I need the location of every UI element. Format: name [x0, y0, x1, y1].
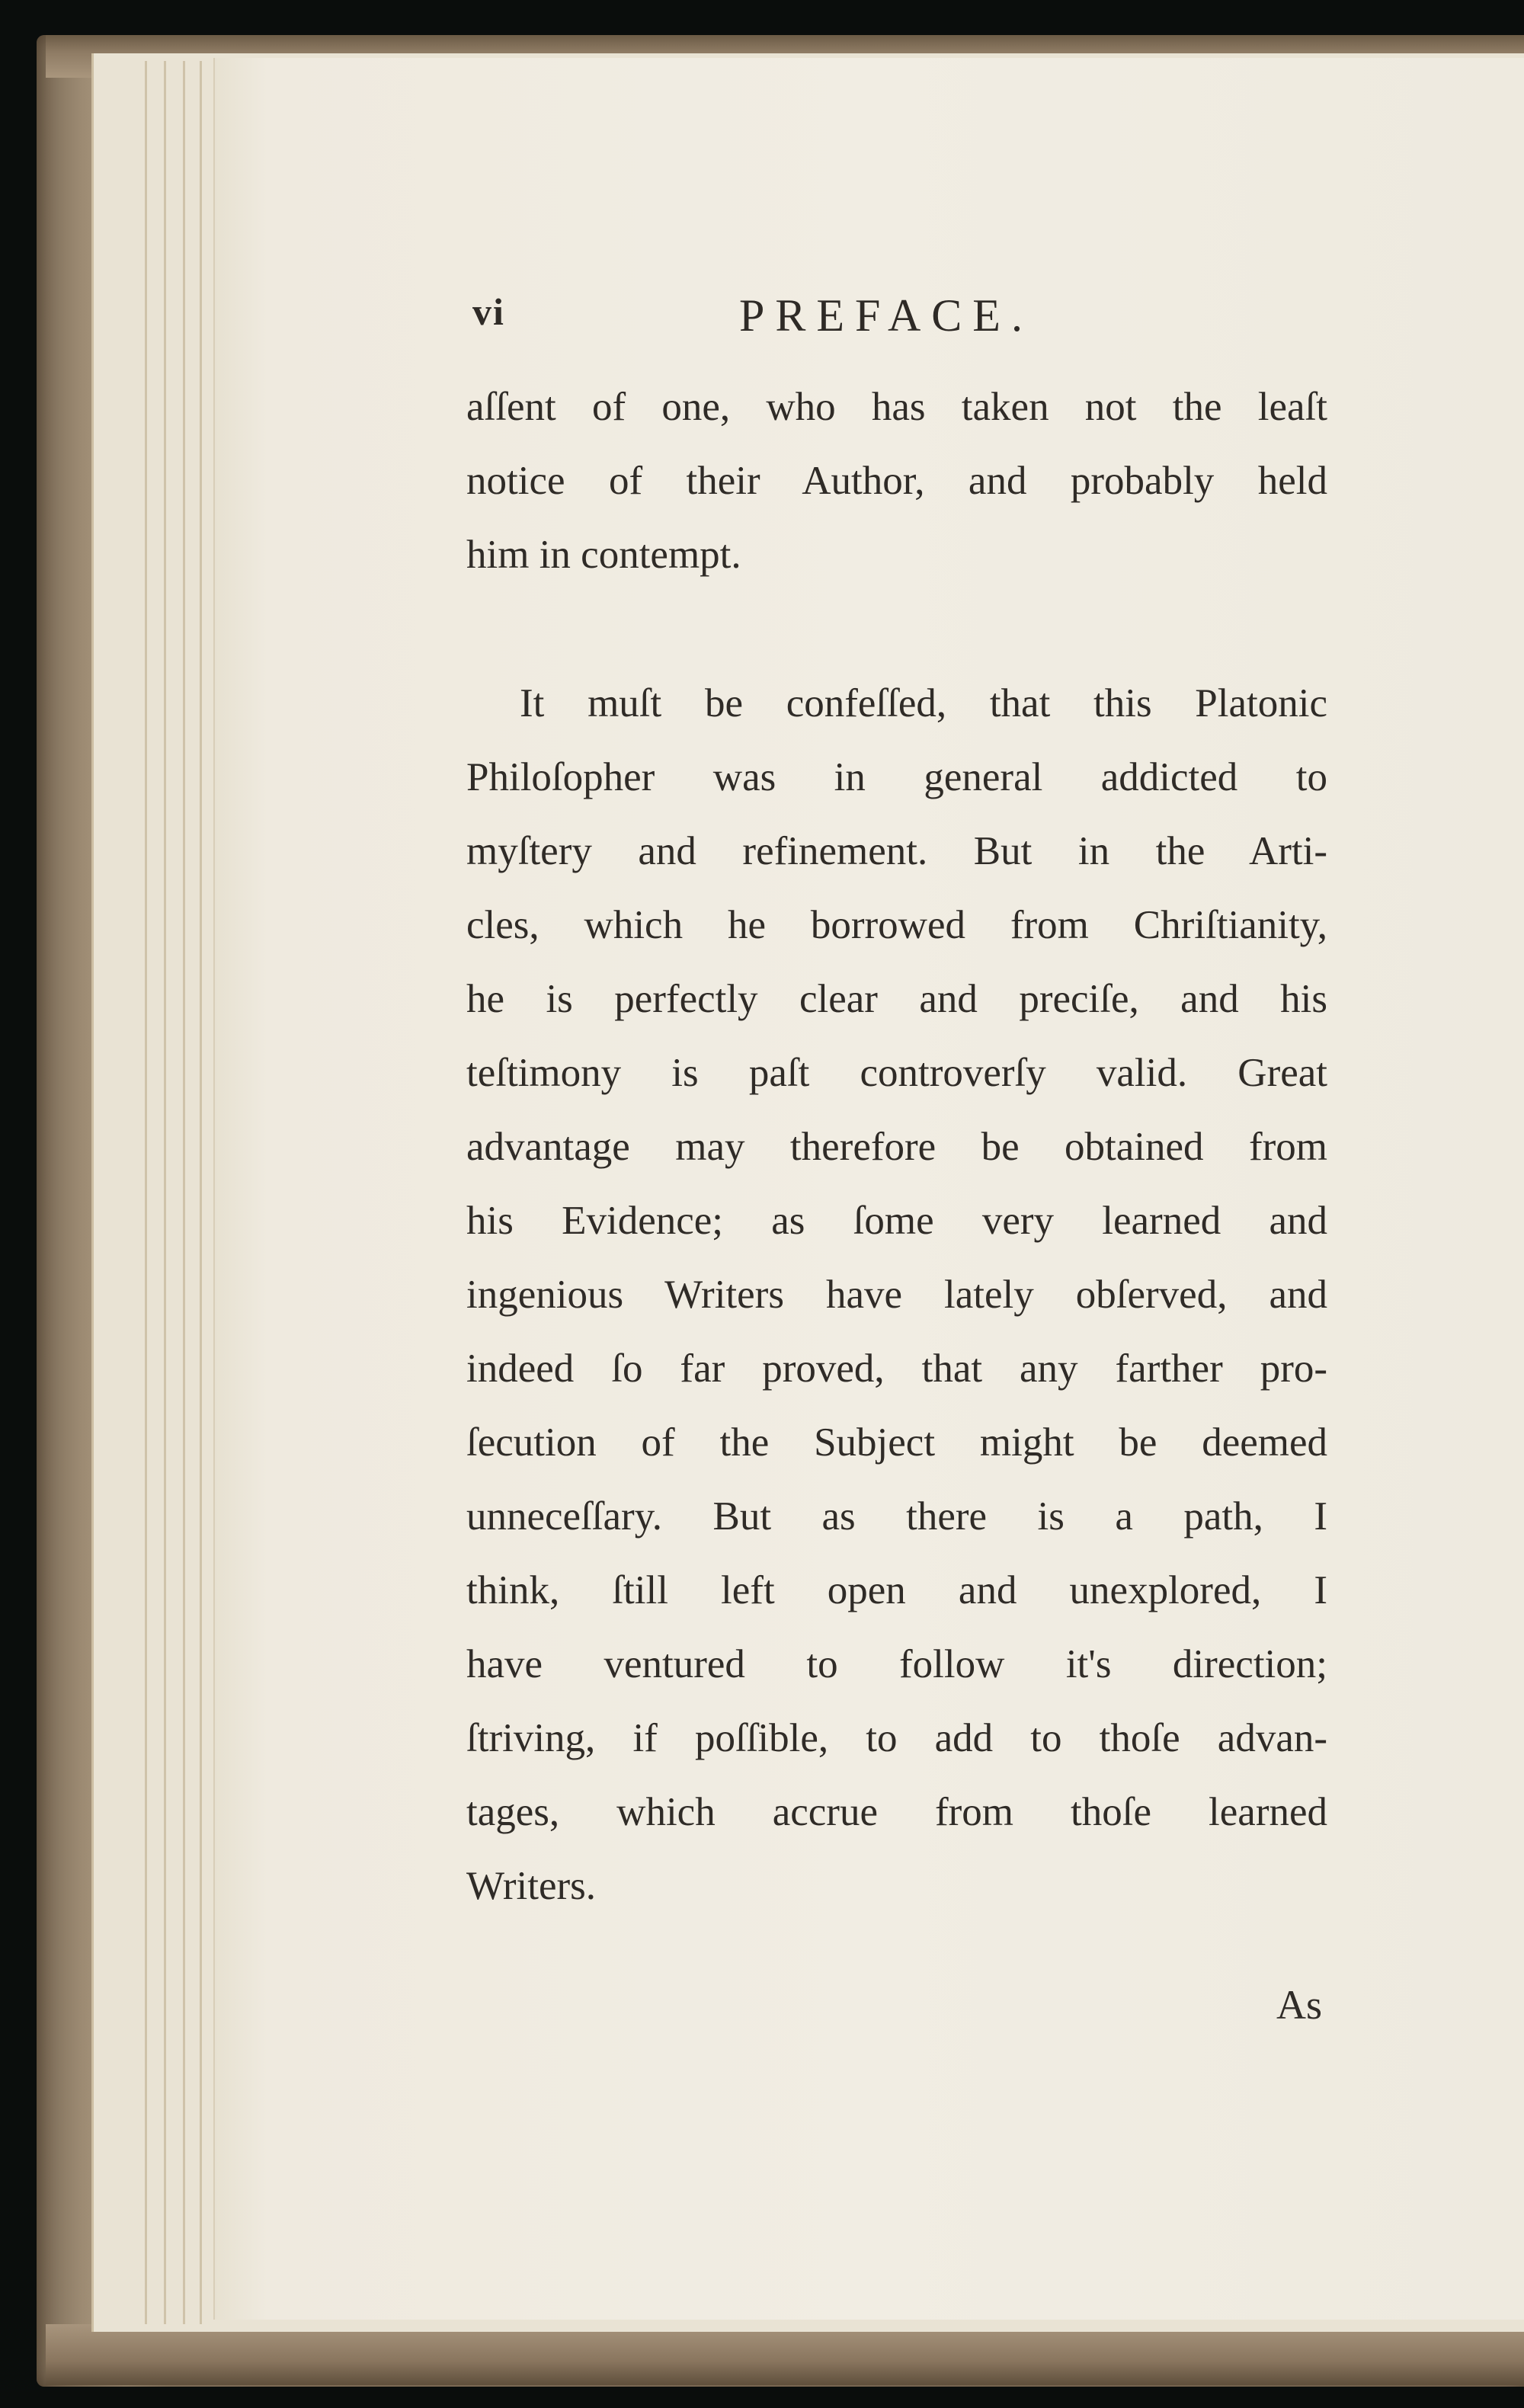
text-line: Writers.	[466, 1864, 597, 1908]
text-line: him in contempt.	[466, 533, 741, 577]
text-line: think, ſtill left open and unexplored, I	[466, 1568, 1327, 1612]
text-line: have ventured to follow it's direction;	[466, 1642, 1327, 1686]
paragraph-2	[466, 667, 1327, 1923]
leaf-edge	[145, 61, 147, 2324]
text-line: advantage may therefore be obtained from	[466, 1125, 1327, 1169]
text-line: unneceſſary. But as there is a path, I	[466, 1494, 1327, 1539]
body-text	[466, 370, 1327, 1923]
catchword: As	[1276, 1982, 1323, 2028]
text-line: aſſent of one, who has taken not the leaſt	[466, 385, 1327, 429]
running-head: PREFACE.	[739, 290, 1033, 341]
text-line: It muſt be confeſſed, that this Platonic	[520, 681, 1327, 725]
text-line: his Evidence; as ſome very learned and	[466, 1199, 1327, 1243]
text-line: ſecution of the Subject might be deemed	[466, 1420, 1327, 1465]
text-line: teſtimony is paſt controverſy valid. Great	[466, 1051, 1327, 1095]
text-line: ingenious Writers have lately obſerved, and	[466, 1273, 1327, 1317]
paragraph-1	[466, 370, 1327, 592]
text-line: myſtery and refinement. But in the Arti-	[466, 829, 1327, 873]
leaf-edge	[183, 61, 185, 2324]
page-header	[472, 290, 1326, 351]
text-line: he is perfectly clear and preciſe, and his	[466, 977, 1327, 1021]
text-line: indeed ſo far proved, that any farther pro-	[466, 1346, 1327, 1391]
leaf-edge	[200, 61, 202, 2324]
leaf-edge	[164, 61, 166, 2324]
text-line: tages, which accrue from thoſe learned	[466, 1790, 1327, 1834]
cover-bottom-edge	[46, 2324, 1524, 2385]
text-line: cles, which he borrowed from Chriſtianity,	[466, 903, 1327, 947]
text-line: Philoſopher was in general addicted to	[466, 755, 1327, 799]
text-line: ſtriving, if poſſible, to add to thoſe advan-	[466, 1716, 1327, 1760]
text-line: notice of their Author, and probably held	[466, 459, 1327, 503]
page-number: vi	[472, 290, 505, 333]
